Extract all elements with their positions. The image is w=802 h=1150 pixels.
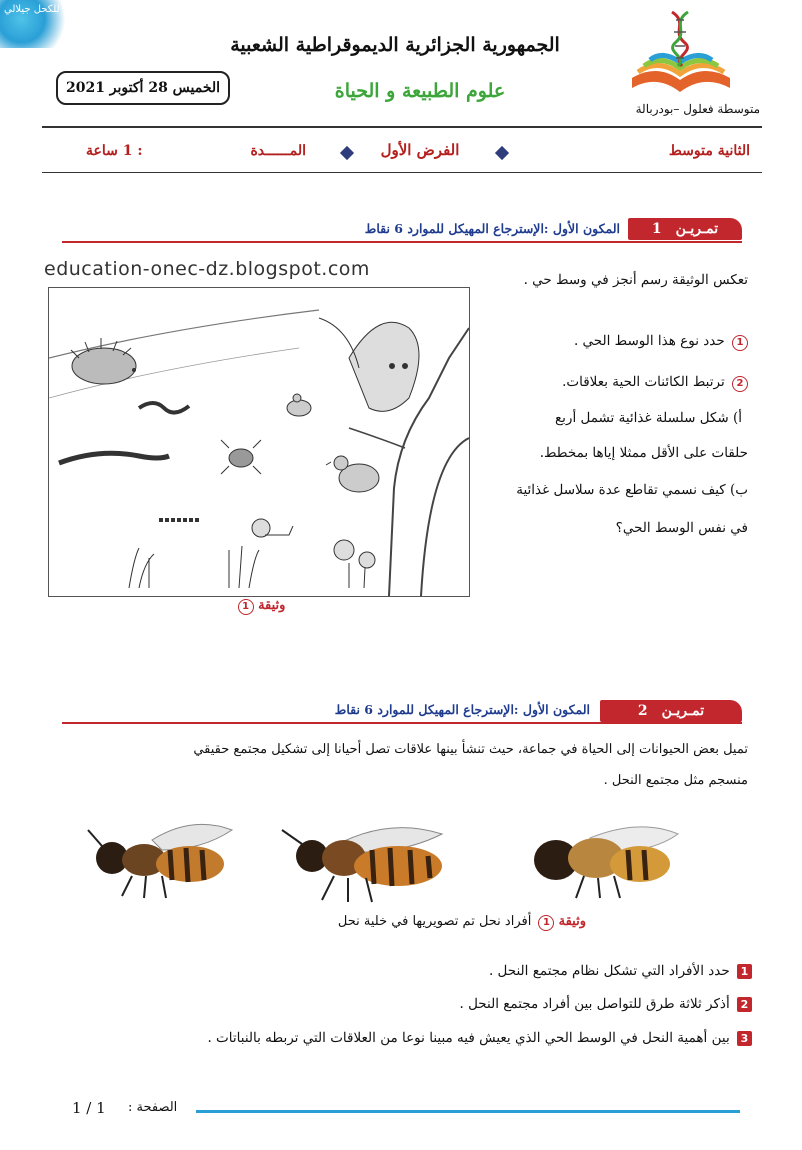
- diamond-icon: [495, 146, 509, 160]
- exercise-2-num: 2: [637, 703, 648, 719]
- question-number: 3: [737, 1031, 752, 1046]
- exercise-1-bar: [62, 241, 742, 243]
- footer-divider: [196, 1110, 740, 1113]
- duration-label: المــــــدة: [250, 143, 306, 159]
- exam-duration: [86, 143, 306, 159]
- ex2-question-2: [100, 996, 752, 1012]
- bee-worker-icon: [82, 810, 242, 900]
- ex2-intro-line1: تميل بعض الحيوانات إلى الحياة في جماعة، حيث تنشأ بينها علاقات تصل أحيانا إلى تشكيل مجتمع حقيقي: [193, 742, 748, 757]
- subject-title: علوم الطبيعة و الحياة: [334, 80, 506, 102]
- ex2-question-1: [100, 963, 752, 979]
- question-text: أذكر ثلاثة طرق للتواصل بين أفراد مجتمع النحل .: [459, 996, 730, 1012]
- exam-title: الفرض الأول: [380, 141, 460, 159]
- doc-number: 1: [238, 599, 254, 615]
- bee-drone-icon: [510, 814, 680, 900]
- ex2-intro-line2: منسجم مثل مجتمع النحل .: [603, 773, 748, 788]
- ex1-question-1: [480, 333, 748, 351]
- ex1-q2a-line2: حلقات على الأقل ممثلا إياها بمخطط.: [539, 445, 748, 461]
- exercise-2-tag: [600, 700, 742, 722]
- ex1-intro: تعكس الوثيقة رسم أنجز في وسط حي .: [523, 272, 748, 288]
- header-divider: [42, 126, 762, 128]
- watermark-url: education-onec-dz.blogspot.com: [44, 258, 370, 280]
- ecosystem-drawing: [48, 287, 470, 597]
- exercise-2-bar: [62, 722, 742, 724]
- exercise-1-title: المكون الأول :الإسترجاع المهيكل للموارد 6 نقاط: [364, 221, 620, 236]
- doc-2-caption: [270, 914, 586, 931]
- page-number: 1 / 1: [72, 1099, 106, 1117]
- question-text: حدد الأفراد التي تشكل نظام مجتمع النحل .: [488, 963, 730, 979]
- page-label: الصفحة :: [128, 1100, 178, 1115]
- duration-value: : 1 ساعة: [86, 143, 143, 159]
- ex2-question-3: [100, 1030, 752, 1046]
- question-text: بين أهمية النحل في الوسط الحي الذي يعيش فيه مبينا نوعا من العلاقات التي تربطه بالنباتات .: [207, 1030, 730, 1046]
- question-number: 1: [732, 335, 748, 351]
- question-number: 2: [732, 376, 748, 392]
- question-text: ترتبط الكائنات الحية بعلاقات.: [562, 374, 725, 390]
- question-text: حدد نوع هذا الوسط الحي .: [573, 333, 725, 349]
- question-number: 2: [737, 997, 752, 1012]
- class-level: الثانية متوسط: [668, 143, 750, 159]
- ex1-q2b-line1: ب) كيف نسمي تقاطع عدة سلاسل غذائية: [516, 482, 748, 498]
- school-name: متوسطة فعلول –بودربالة: [635, 102, 760, 116]
- bee-queen-icon: [272, 812, 452, 904]
- ex1-question-2: [480, 374, 748, 392]
- exercise-2-title: المكون الأول :الإسترجاع المهيكل للموارد 6 نقاط: [334, 702, 590, 717]
- exercise-1-tag: [628, 218, 742, 240]
- corner-text: للكحل جيلالي: [4, 4, 60, 15]
- ex1-q2b-line2: في نفس الوسط الحي؟: [615, 520, 748, 536]
- doc-label-text: وثيقة: [558, 914, 586, 929]
- exercise-1-num: 1: [651, 221, 662, 237]
- school-logo-icon: [622, 8, 740, 100]
- doc-1-label: [220, 598, 300, 615]
- header-divider: [42, 172, 762, 173]
- ex1-q2a-line1: أ) شكل سلسلة غذائية تشمل أربع: [554, 410, 742, 426]
- republic-title: الجمهورية الجزائرية الديموقراطية الشعبية: [230, 34, 560, 56]
- doc-label-text: وثيقة: [258, 598, 286, 613]
- doc-number: 1: [538, 915, 554, 931]
- exam-date: الخميس 28 أكتوبر 2021: [56, 71, 230, 105]
- exercise-1-word: تمـريـن: [675, 221, 719, 237]
- question-number: 1: [737, 964, 752, 979]
- doc-caption-text: أفراد نحل تم تصويريها في خلية نحل: [337, 914, 532, 929]
- exercise-2-word: تمـريـن: [661, 703, 705, 719]
- corner-badge: [0, 0, 72, 48]
